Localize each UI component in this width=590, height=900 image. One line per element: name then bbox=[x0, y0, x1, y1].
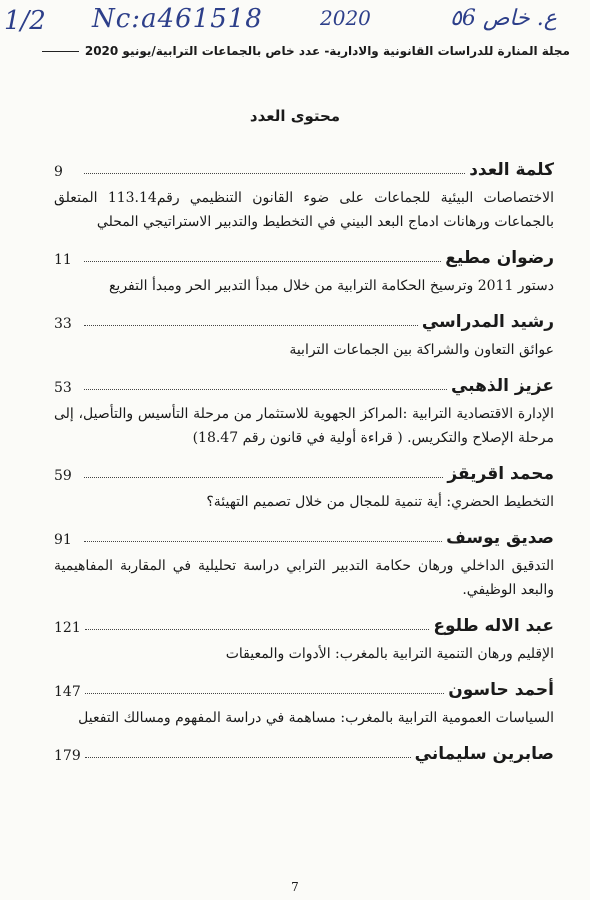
toc-author: رشيد المدراسي bbox=[421, 312, 554, 332]
handwritten-annotations bbox=[0, 0, 590, 44]
toc-entry bbox=[54, 366, 554, 450]
page-number: 7 bbox=[291, 880, 299, 894]
toc-leader-dots bbox=[84, 173, 465, 174]
toc-author: محمد اقريقز bbox=[447, 464, 554, 484]
toc-entry bbox=[54, 734, 554, 764]
toc-leader-dots bbox=[85, 693, 445, 694]
handwritten-signature: 2020 bbox=[320, 6, 371, 30]
toc-entry-heading bbox=[54, 302, 554, 332]
toc-author: صديق يوسف bbox=[446, 528, 554, 548]
toc-entry-heading bbox=[54, 670, 554, 700]
toc-page-number: 53 bbox=[54, 380, 72, 396]
toc-leader-dots bbox=[84, 477, 443, 478]
toc-author: صابرين سليماني bbox=[414, 744, 554, 764]
toc-page-number: 121 bbox=[54, 620, 81, 636]
toc-entry-heading bbox=[54, 734, 554, 764]
journal-title: مجلة المنارة للدراسات القانونية والادارية- عدد خاص بالجماعات الترابية/يونيو 2020 bbox=[84, 44, 570, 58]
handwritten-note: ع. خاص ٥6 bbox=[450, 6, 557, 31]
toc-entry bbox=[54, 454, 554, 514]
toc-article-title: عوائق التعاون والشراكة بين الجماعات الترابية bbox=[289, 342, 554, 358]
toc-article-title: التخطيط الحضري: أية تنمية للمجال من خلال تصميم التهيئة؟ bbox=[206, 494, 554, 510]
toc-entry-heading bbox=[54, 366, 554, 396]
toc-leader-dots bbox=[84, 389, 447, 390]
toc-page-number: 11 bbox=[54, 252, 72, 268]
toc-entry bbox=[54, 518, 554, 602]
toc-entry-heading bbox=[54, 150, 554, 180]
toc-entry-heading bbox=[54, 518, 554, 548]
handwritten-reference: Nc:a461518 bbox=[92, 4, 263, 34]
toc-author: رضوان مطيع bbox=[445, 248, 554, 268]
toc-entry-heading bbox=[54, 238, 554, 268]
toc-leader-dots bbox=[84, 541, 442, 542]
header-rule bbox=[42, 51, 79, 52]
toc-entry bbox=[54, 606, 554, 666]
toc-entry bbox=[54, 670, 554, 730]
toc-entry bbox=[54, 150, 554, 234]
toc-entry bbox=[54, 238, 554, 298]
toc-article-title: الاختصاصات البيئية للجماعات على ضوء القانون التنظيمي رقم113.14 المتعلق بالجماعات ورهانات ادماج البعد البيني في التخطيط والتدبير الاستراتيجي المحلي bbox=[54, 190, 554, 230]
toc-entry-heading bbox=[54, 606, 554, 636]
toc-author: أحمد حاسون bbox=[448, 680, 554, 700]
toc-leader-dots bbox=[84, 325, 418, 326]
toc-page-number: 59 bbox=[54, 468, 72, 484]
journal-header bbox=[42, 44, 570, 58]
toc-entry-heading bbox=[54, 454, 554, 484]
toc-title: محتوى العدد bbox=[249, 107, 341, 125]
toc-leader-dots bbox=[84, 261, 441, 262]
toc-article-title: الإدارة الاقتصادية الترابية :المراكز الجهوية للاستثمار من مرحلة التأسيس والتأصيل، إلى مرحلة الإصلاح والتكريس. ( قراءة أولية في قانون رقم 18.47) bbox=[54, 406, 554, 446]
toc-article-title: السياسات العمومية الترابية بالمغرب: مساهمة في دراسة المفهوم ومسالك التفعيل bbox=[78, 710, 554, 726]
toc-page-number: 9 bbox=[54, 164, 63, 180]
table-of-contents bbox=[54, 150, 554, 764]
handwritten-page-fraction: 1/2 bbox=[4, 6, 46, 36]
toc-article-title: الإقليم ورهان التنمية الترابية بالمغرب: الأدوات والمعيقات bbox=[225, 646, 554, 662]
toc-page-number: 179 bbox=[54, 748, 81, 764]
toc-author: كلمة العدد bbox=[469, 160, 554, 180]
toc-page-number: 147 bbox=[54, 684, 81, 700]
toc-entry bbox=[54, 302, 554, 362]
toc-page-number: 33 bbox=[54, 316, 72, 332]
toc-leader-dots bbox=[85, 629, 430, 630]
toc-leader-dots bbox=[85, 757, 411, 758]
toc-page-number: 91 bbox=[54, 532, 72, 548]
toc-author: عبد الاله طلوع bbox=[433, 616, 554, 636]
toc-author: عزيز الذهبي bbox=[450, 376, 554, 396]
toc-article-title: التدقيق الداخلي ورهان حكامة التدبير الترابي دراسة تحليلية في المقاربة المفاهيمية والبعد الوظيفي. bbox=[54, 558, 554, 598]
toc-article-title: دستور 2011 وترسيخ الحكامة الترابية من خلال مبدأ التدبير الحر ومبدأ التفريع bbox=[108, 278, 554, 294]
